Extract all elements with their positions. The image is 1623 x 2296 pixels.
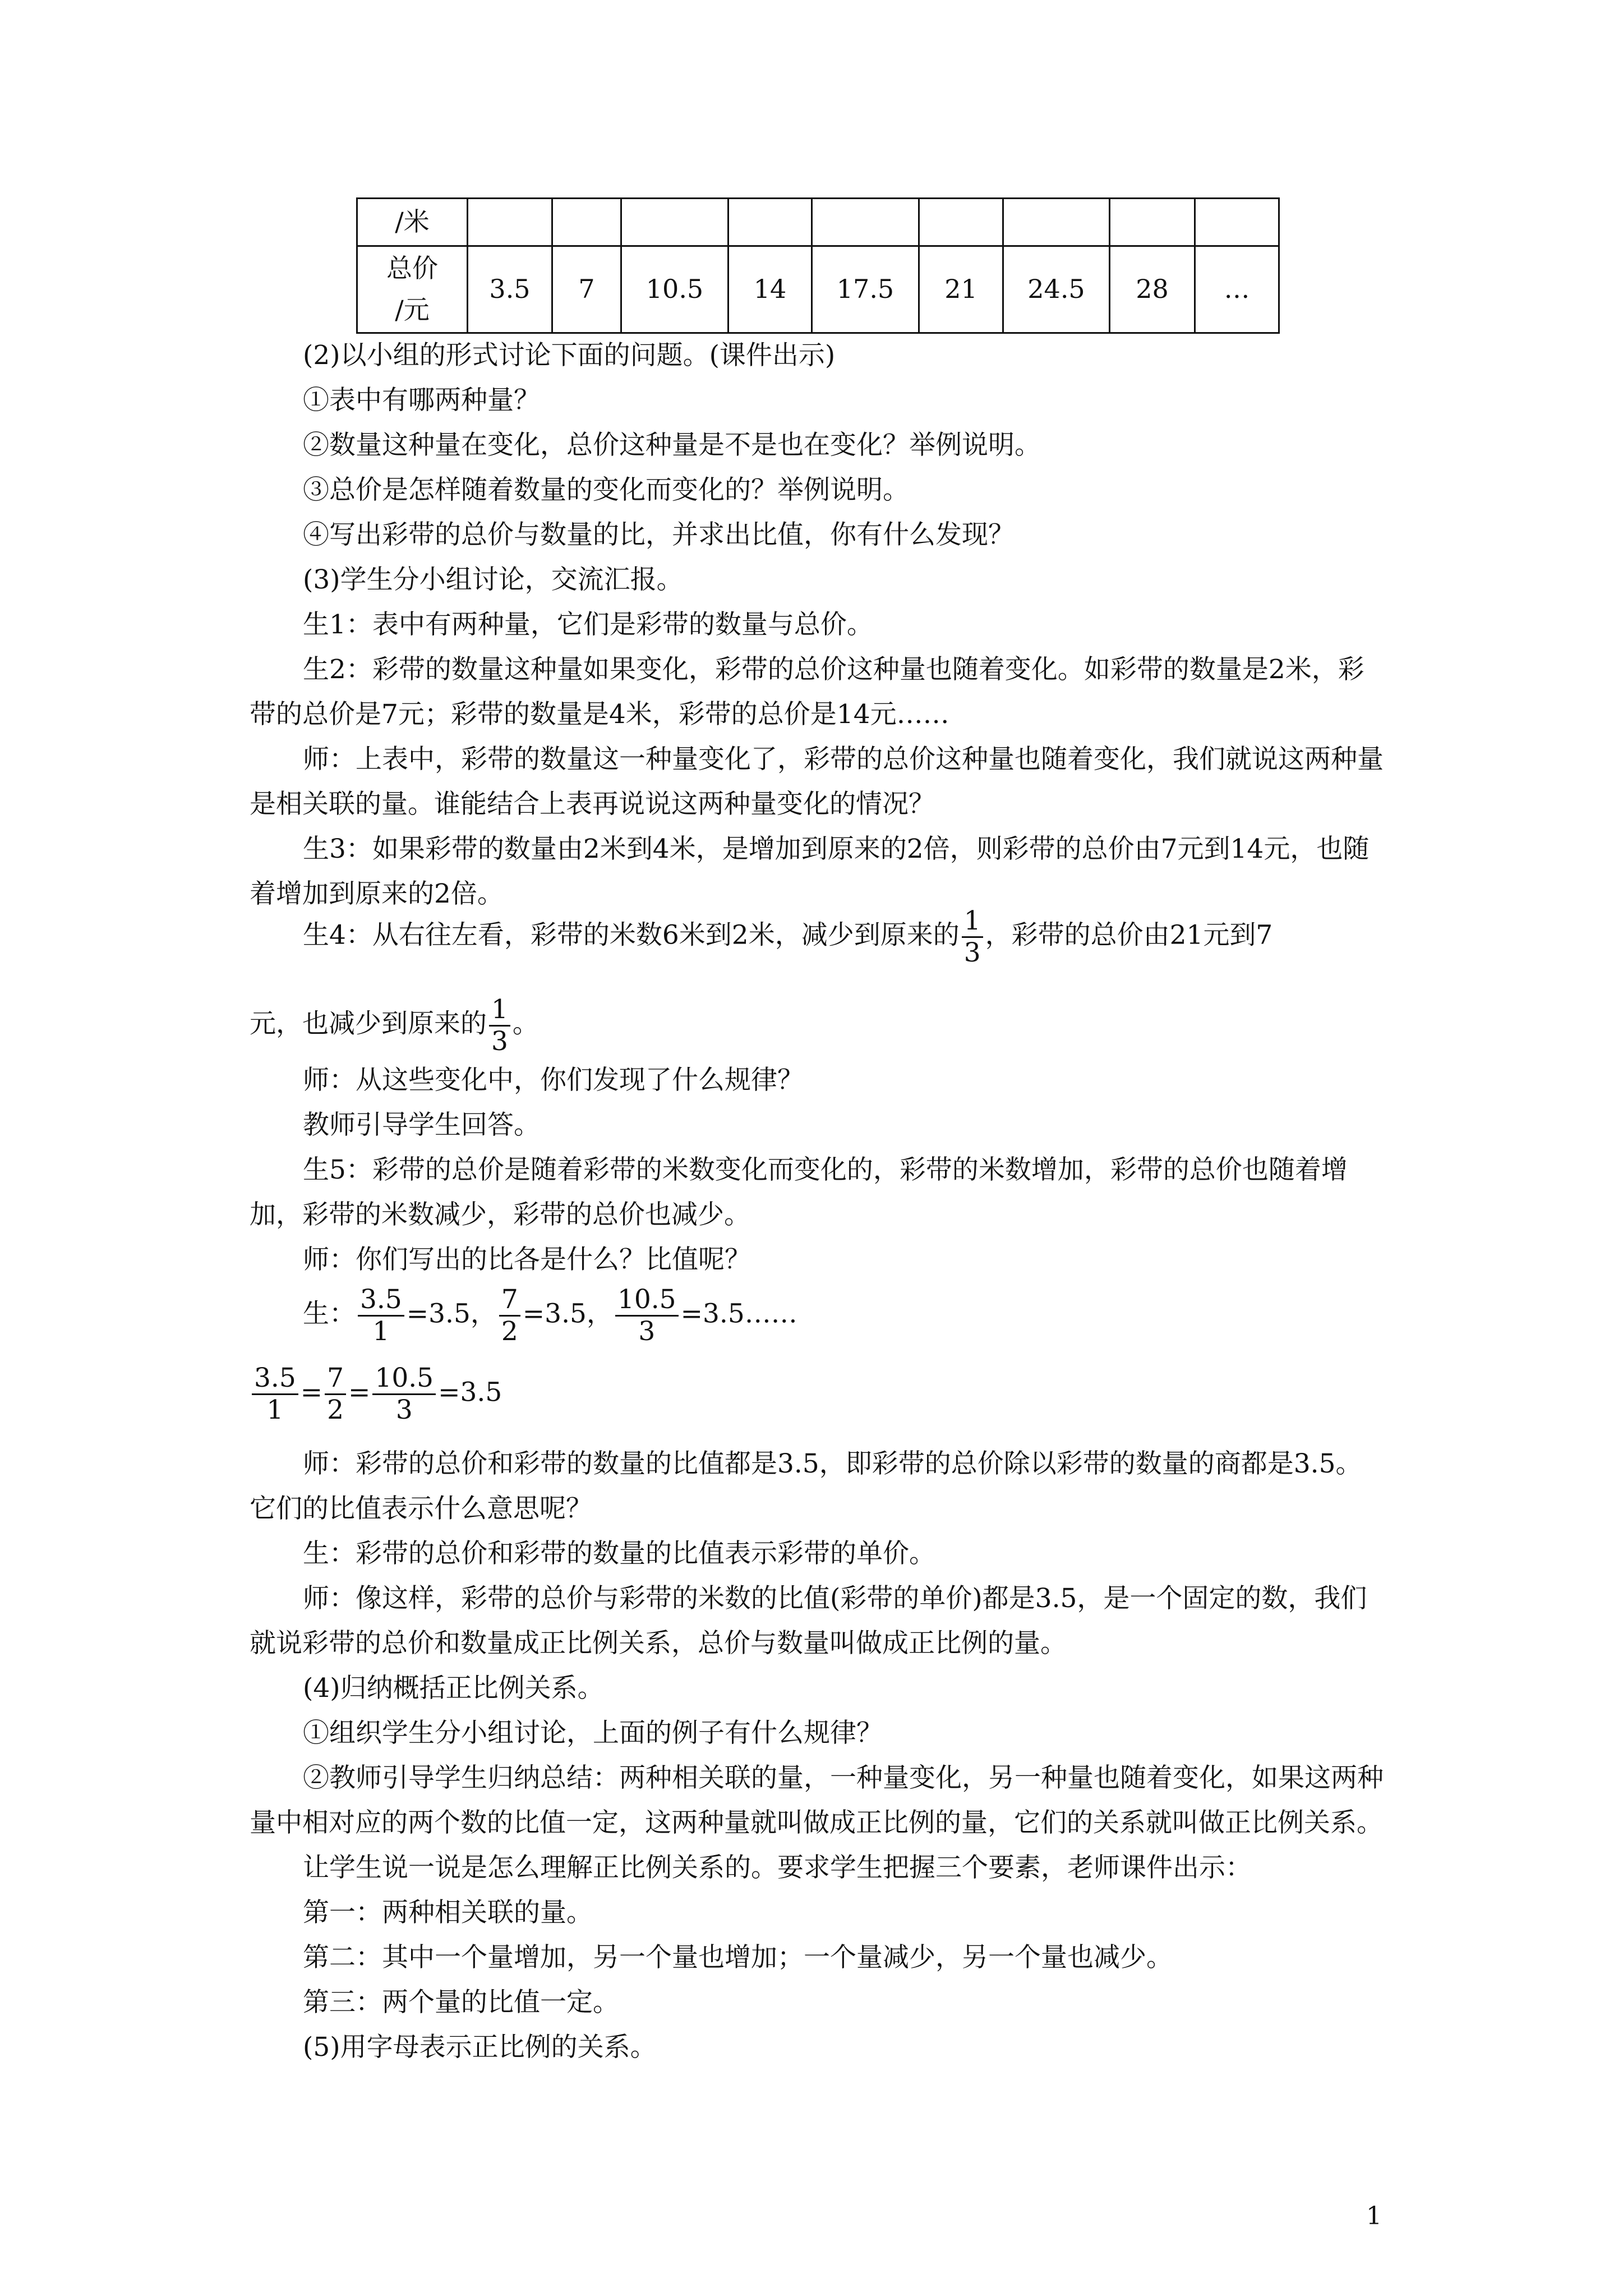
table-cell [728, 199, 812, 246]
paragraph: ①组织学生分小组讨论，上面的例子有什么规律？ [303, 1718, 883, 1749]
fraction-denominator: 1 [372, 1316, 390, 1347]
paragraph: ②教师引导学生归纳总结：两种相关联的量，一种量变化，另一种量也随着变化，如果这两种量中相对应的两个数的比值一定，这两种量就叫做成正比例的量，它们的关系就叫做正比例关系。 [250, 1763, 1384, 1838]
paragraph: ③总价是怎样随着数量的变化而变化的？举例说明。 [303, 475, 909, 505]
paragraph: ②数量这种量在变化，总价这种量是不是也在变化？举例说明。 [303, 430, 1041, 461]
paragraph: 生3：如果彩带的数量由2米到4米，是增加到原来的2倍，则彩带的总价由7元到14元，也随着增加到原来的2倍。 [250, 834, 1370, 909]
ratio-line [250, 1285, 797, 1347]
fraction-numerator: 3.5 [252, 1363, 298, 1395]
fraction [499, 1285, 520, 1347]
paragraph: 师：你们写出的比各是什么？比值呢？ [303, 1244, 751, 1275]
text-run: =3.5， [406, 1298, 497, 1329]
table-cell [1195, 199, 1279, 246]
table-cell: … [1195, 246, 1279, 333]
paragraph: 教师引导学生回答。 [303, 1110, 540, 1140]
fraction-numerator: 1 [489, 995, 510, 1027]
body-text-block [250, 333, 1388, 917]
table-cell: 28 [1110, 246, 1195, 333]
table-cell: 24.5 [1003, 246, 1110, 333]
paragraph: 让学生说一说是怎么理解正比例关系的。要求学生把握三个要素，老师课件出示： [303, 1852, 1252, 1883]
paragraph: 生2：彩带的数量这种量如果变化，彩带的总价这种量也随着变化。如彩带的数量是2米，彩带的总价是7元；彩带的数量是4米，彩带的总价是14元…… [250, 654, 1364, 730]
paragraph: 师：像这样，彩带的总价与彩带的米数的比值(彩带的单价)都是3.5，是一个固定的数，我们就说彩带的总价和数量成正比例关系，总价与数量叫做成正比例的量。 [250, 1583, 1367, 1659]
table-cell [621, 199, 728, 246]
fraction-numerator: 7 [499, 1285, 520, 1317]
table-cell: 17.5 [812, 246, 919, 333]
fraction-denominator: 3 [963, 937, 981, 969]
table-cell [1003, 199, 1110, 246]
fraction-denominator: 1 [266, 1395, 284, 1426]
text-run: 。 [512, 1008, 539, 1039]
fraction-numerator: 3.5 [358, 1285, 404, 1317]
paragraph: (3)学生分小组讨论，交流汇报。 [303, 564, 683, 595]
paragraph: 第二：其中一个量增加，另一个量也增加；一个量减少，另一个量也减少。 [303, 1942, 1173, 1973]
row-label-line: 总价 [386, 253, 438, 284]
paragraph: 生5：彩带的总价是随着彩带的米数变化而变化的，彩带的米数增加，彩带的总价也随着增加，彩带的米数减少，彩带的总价也减少。 [250, 1154, 1348, 1230]
paragraph: (2)以小组的形式讨论下面的问题。(课件出示) [303, 340, 836, 371]
table-cell: 14 [728, 246, 812, 333]
paragraph: ④写出彩带的总价与数量的比，并求出比值，你有什么发现？ [303, 519, 1015, 550]
fraction-denominator: 3 [638, 1316, 656, 1347]
text-run: = [300, 1377, 323, 1408]
body-text-block [250, 1442, 1388, 2070]
paragraph: ①表中有哪两种量？ [303, 385, 540, 416]
table-cell: 21 [919, 246, 1003, 333]
paragraph: 师：上表中，彩带的数量这一种量变化了，彩带的总价这种量也随着变化，我们就说这两种量是相关联的量。谁能结合上表再说说这两种量变化的情况？ [250, 744, 1384, 820]
text-run: =3.5…… [680, 1298, 797, 1329]
paragraph-with-fraction [250, 995, 539, 1057]
table-row-label: /米 [357, 199, 468, 246]
fraction-numerator: 7 [325, 1363, 346, 1395]
price-table [356, 197, 1280, 334]
fraction [325, 1363, 346, 1425]
fraction-numerator: 10.5 [615, 1285, 679, 1317]
table-cell [468, 199, 552, 246]
paragraph: 第三：两个量的比值一定。 [303, 1987, 619, 2018]
table-cell: 3.5 [468, 246, 552, 333]
fraction-denominator: 2 [327, 1395, 344, 1426]
fraction [358, 1285, 404, 1347]
body-text-block [250, 1058, 1388, 1282]
ratio-line [250, 1363, 502, 1425]
page-number: 1 [1366, 2202, 1382, 2230]
table-cell [1110, 199, 1195, 246]
table-cell [919, 199, 1003, 246]
row-label-line: /元 [395, 295, 430, 325]
table-cell: 10.5 [621, 246, 728, 333]
paragraph: (5)用字母表示正比例的关系。 [303, 2032, 657, 2063]
table-row [357, 199, 1279, 246]
fraction [615, 1285, 679, 1347]
text-run: 生： [303, 1298, 356, 1329]
paragraph: 生1：表中有两种量，它们是彩带的数量与总价。 [303, 609, 873, 640]
table-row-label [357, 246, 468, 333]
table-row [357, 246, 1279, 333]
text-run: 元，也减少到原来的 [250, 1008, 487, 1039]
fraction-denominator: 2 [501, 1316, 518, 1347]
fraction [372, 1363, 436, 1425]
fraction-denominator: 3 [395, 1395, 413, 1426]
paragraph-with-fraction [250, 906, 1272, 968]
paragraph: 第一：两种相关联的量。 [303, 1897, 593, 1928]
text-run: = [348, 1377, 371, 1408]
text-run: 生4：从右往左看，彩带的米数6米到2米，减少到原来的 [303, 919, 960, 951]
fraction [489, 995, 510, 1057]
fraction [252, 1363, 298, 1425]
paragraph: 生：彩带的总价和彩带的数量的比值表示彩带的单价。 [303, 1538, 935, 1569]
table-cell [812, 199, 919, 246]
fraction [962, 906, 983, 968]
fraction-numerator: 10.5 [372, 1363, 436, 1395]
table-cell [552, 199, 621, 246]
text-run: =3.5 [438, 1377, 502, 1408]
table-cell: 7 [552, 246, 621, 333]
paragraph: (4)归纳概括正比例关系。 [303, 1673, 604, 1704]
fraction-denominator: 3 [491, 1026, 508, 1057]
text-run: =3.5， [522, 1298, 613, 1329]
fraction-numerator: 1 [962, 906, 983, 938]
text-run: ，彩带的总价由21元到7 [985, 919, 1273, 951]
paragraph: 师：从这些变化中，你们发现了什么规律？ [303, 1065, 804, 1096]
paragraph: 师：彩带的总价和彩带的数量的比值都是3.5，即彩带的总价除以彩带的数量的商都是3.5。它们的比值表示什么意思呢？ [250, 1448, 1362, 1524]
